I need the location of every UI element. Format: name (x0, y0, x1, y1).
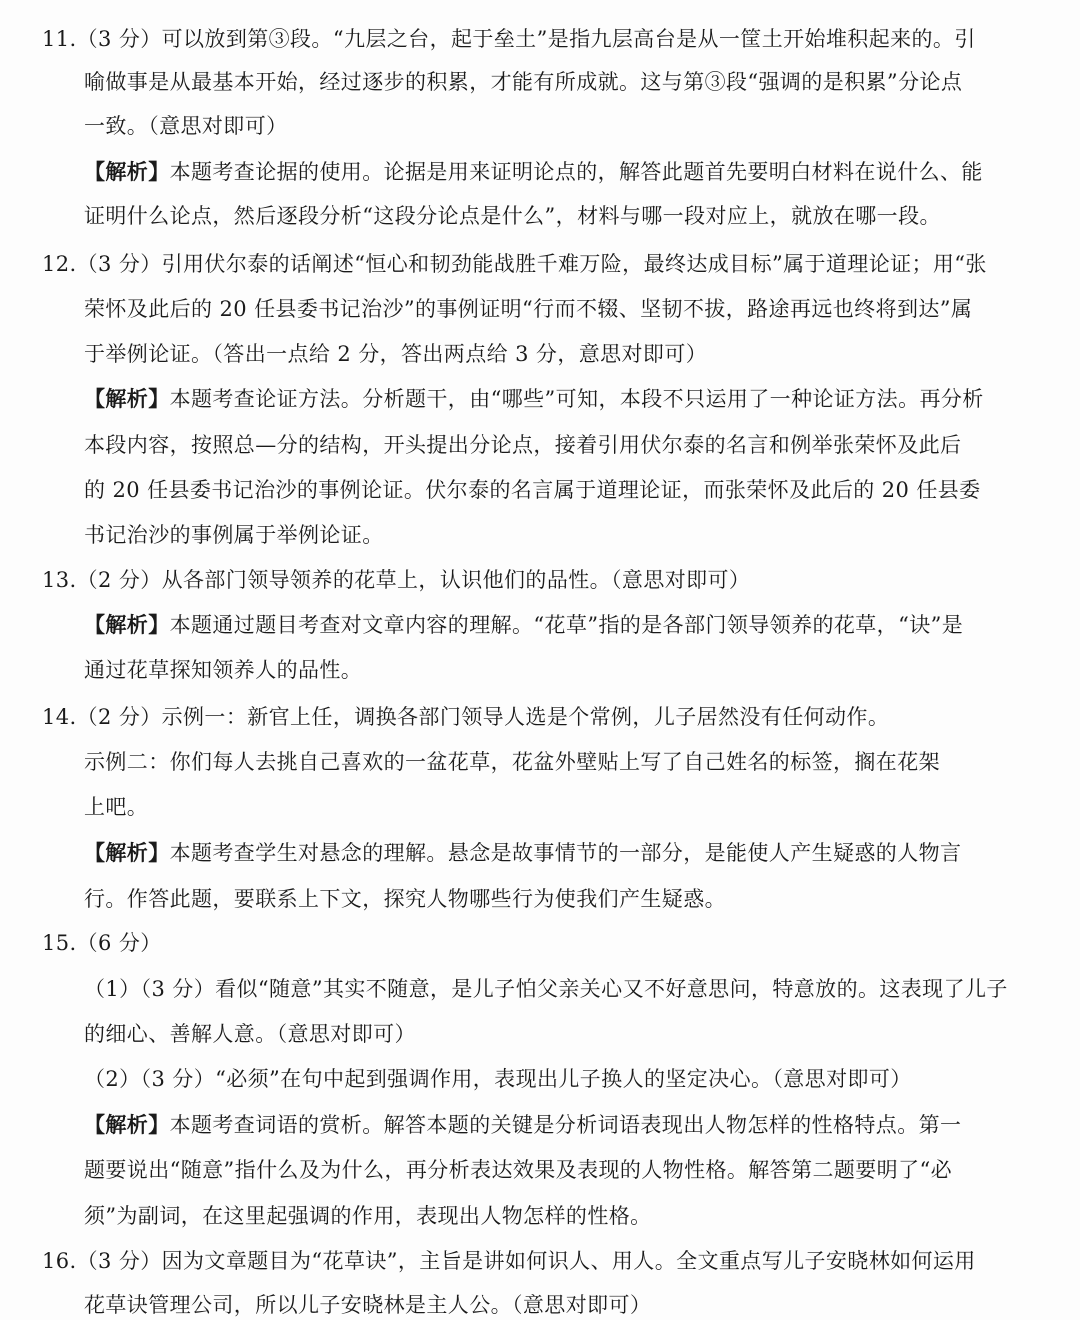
q15-analysis-line-2: 题要说出“随意”指什么及为什么，再分析表达效果及表现的人物性格。解答第二题要明了“必 (84, 1158, 953, 1182)
analysis-label: 【解析】 (84, 840, 170, 865)
q13-analysis-line-1 (84, 610, 963, 640)
q13-analysis-text: 本题通过题目考查对文章内容的理解。“花草”指的是各部门领导领养的花草，“诀”是 (169, 613, 964, 637)
q11-line-3: 一致。（意思对即可） (84, 114, 288, 138)
q14-analysis-line-2: 行。作答此题，要联系上下文，探究人物哪些行为使我们产生疑惑。 (84, 887, 726, 911)
q14-line-1: 14.（2 分）示例一：新官上任，调换各部门领导人选是个常例，儿子居然没有任何动作。 (42, 705, 890, 729)
q12-line-1: 12.（3 分）引用伏尔泰的话阐述“恒心和韧劲能战胜千难万险，最终达成目标”属于道理论证；用“张 (42, 252, 987, 276)
q12-analysis-line-4: 书记治沙的事例属于举例论证。 (84, 523, 384, 547)
q14-line-3: 上吧。 (84, 795, 149, 819)
q12-analysis-text: 本题考查论证方法。分析题干，由“哪些”可知，本段不只运用了一种论证方法。再分析 (169, 387, 984, 411)
q11-analysis-line-2: 证明什么论点，然后逐段分析“这段分论点是什么”，材料与哪一段对应上，就放在哪一段。 (84, 204, 941, 228)
q12-analysis-line-2: 本段内容，按照总—分的结构，开头提出分论点，接着引用伏尔泰的名言和例举张荣怀及此后 (84, 433, 962, 457)
analysis-label: 【解析】 (84, 612, 170, 637)
analysis-label: 【解析】 (84, 159, 170, 184)
q14-line-2: 示例二：你们每人去挑自己喜欢的一盆花草，花盆外壁贴上写了自己姓名的标签，搁在花架 (84, 750, 940, 774)
q15-analysis-line-3: 须”为副词，在这里起强调的作用，表现出人物怎样的性格。 (84, 1204, 652, 1228)
q16-line-2: 花草诀管理公司，所以儿子安晓林是主人公。（意思对即可） (84, 1293, 652, 1317)
q14-analysis-line-1 (84, 838, 961, 868)
q12-analysis-line-1 (84, 384, 984, 414)
analysis-label: 【解析】 (84, 1112, 170, 1137)
q11-line-1: 11.（3 分）可以放到第③段。“九层之台，起于垒土”是指九层高台是从一筐土开始堆积起来的。引 (42, 27, 976, 51)
analysis-label: 【解析】 (84, 386, 170, 411)
q15-line-2: （1）（3 分）看似“随意”其实不随意，是儿子怕父亲关心又不好意思问，特意放的。这表现了儿子 (84, 977, 1008, 1001)
q13-analysis-line-2: 通过花草探知领养人的品性。 (84, 658, 363, 682)
q15-line-4: （2）（3 分）“必须”在句中起到强调作用，表现出儿子换人的坚定决心。（意思对即可） (84, 1067, 912, 1091)
q15-line-3: 的细心、善解人意。（意思对即可） (84, 1022, 416, 1046)
q12-line-3: 于举例论证。（答出一点给 2 分，答出两点给 3 分，意思对即可） (84, 342, 708, 366)
q11-analysis-line-1 (84, 157, 983, 187)
q12-line-2: 荣怀及此后的 20 任县委书记治沙”的事例证明“行而不辍、坚韧不拔，路途再远也终将到达”属 (84, 297, 973, 321)
q15-analysis-text: 本题考查词语的赏析。解答本题的关键是分析词语表现出人物怎样的性格特点。第一 (169, 1113, 962, 1137)
q12-analysis-line-3: 的 20 任县委书记治沙的事例论证。伏尔泰的名言属于道理论证，而张荣怀及此后的 20 任县委 (84, 478, 981, 502)
q13-line-1: 13.（2 分）从各部门领导领养的花草上，认识他们的品性。（意思对即可） (42, 568, 751, 592)
q11-line-2: 喻做事是从最基本开始，经过逐步的积累，才能有所成就。这与第③段“强调的是积累”分论点 (84, 70, 963, 94)
q14-analysis-text: 本题考查学生对悬念的理解。悬念是故事情节的一部分，是能使人产生疑惑的人物言 (169, 841, 962, 865)
q15-line-1: 15.（6 分） (42, 931, 162, 955)
q11-analysis-text: 本题考查论据的使用。论据是用来证明论点的，解答此题首先要明白材料在说什么、能 (169, 160, 983, 184)
q15-analysis-line-1 (84, 1110, 961, 1140)
q16-line-1: 16.（3 分）因为文章题目为“花草诀”，主旨是讲如何识人、用人。全文重点写儿子安晓林如何运用 (42, 1249, 976, 1273)
